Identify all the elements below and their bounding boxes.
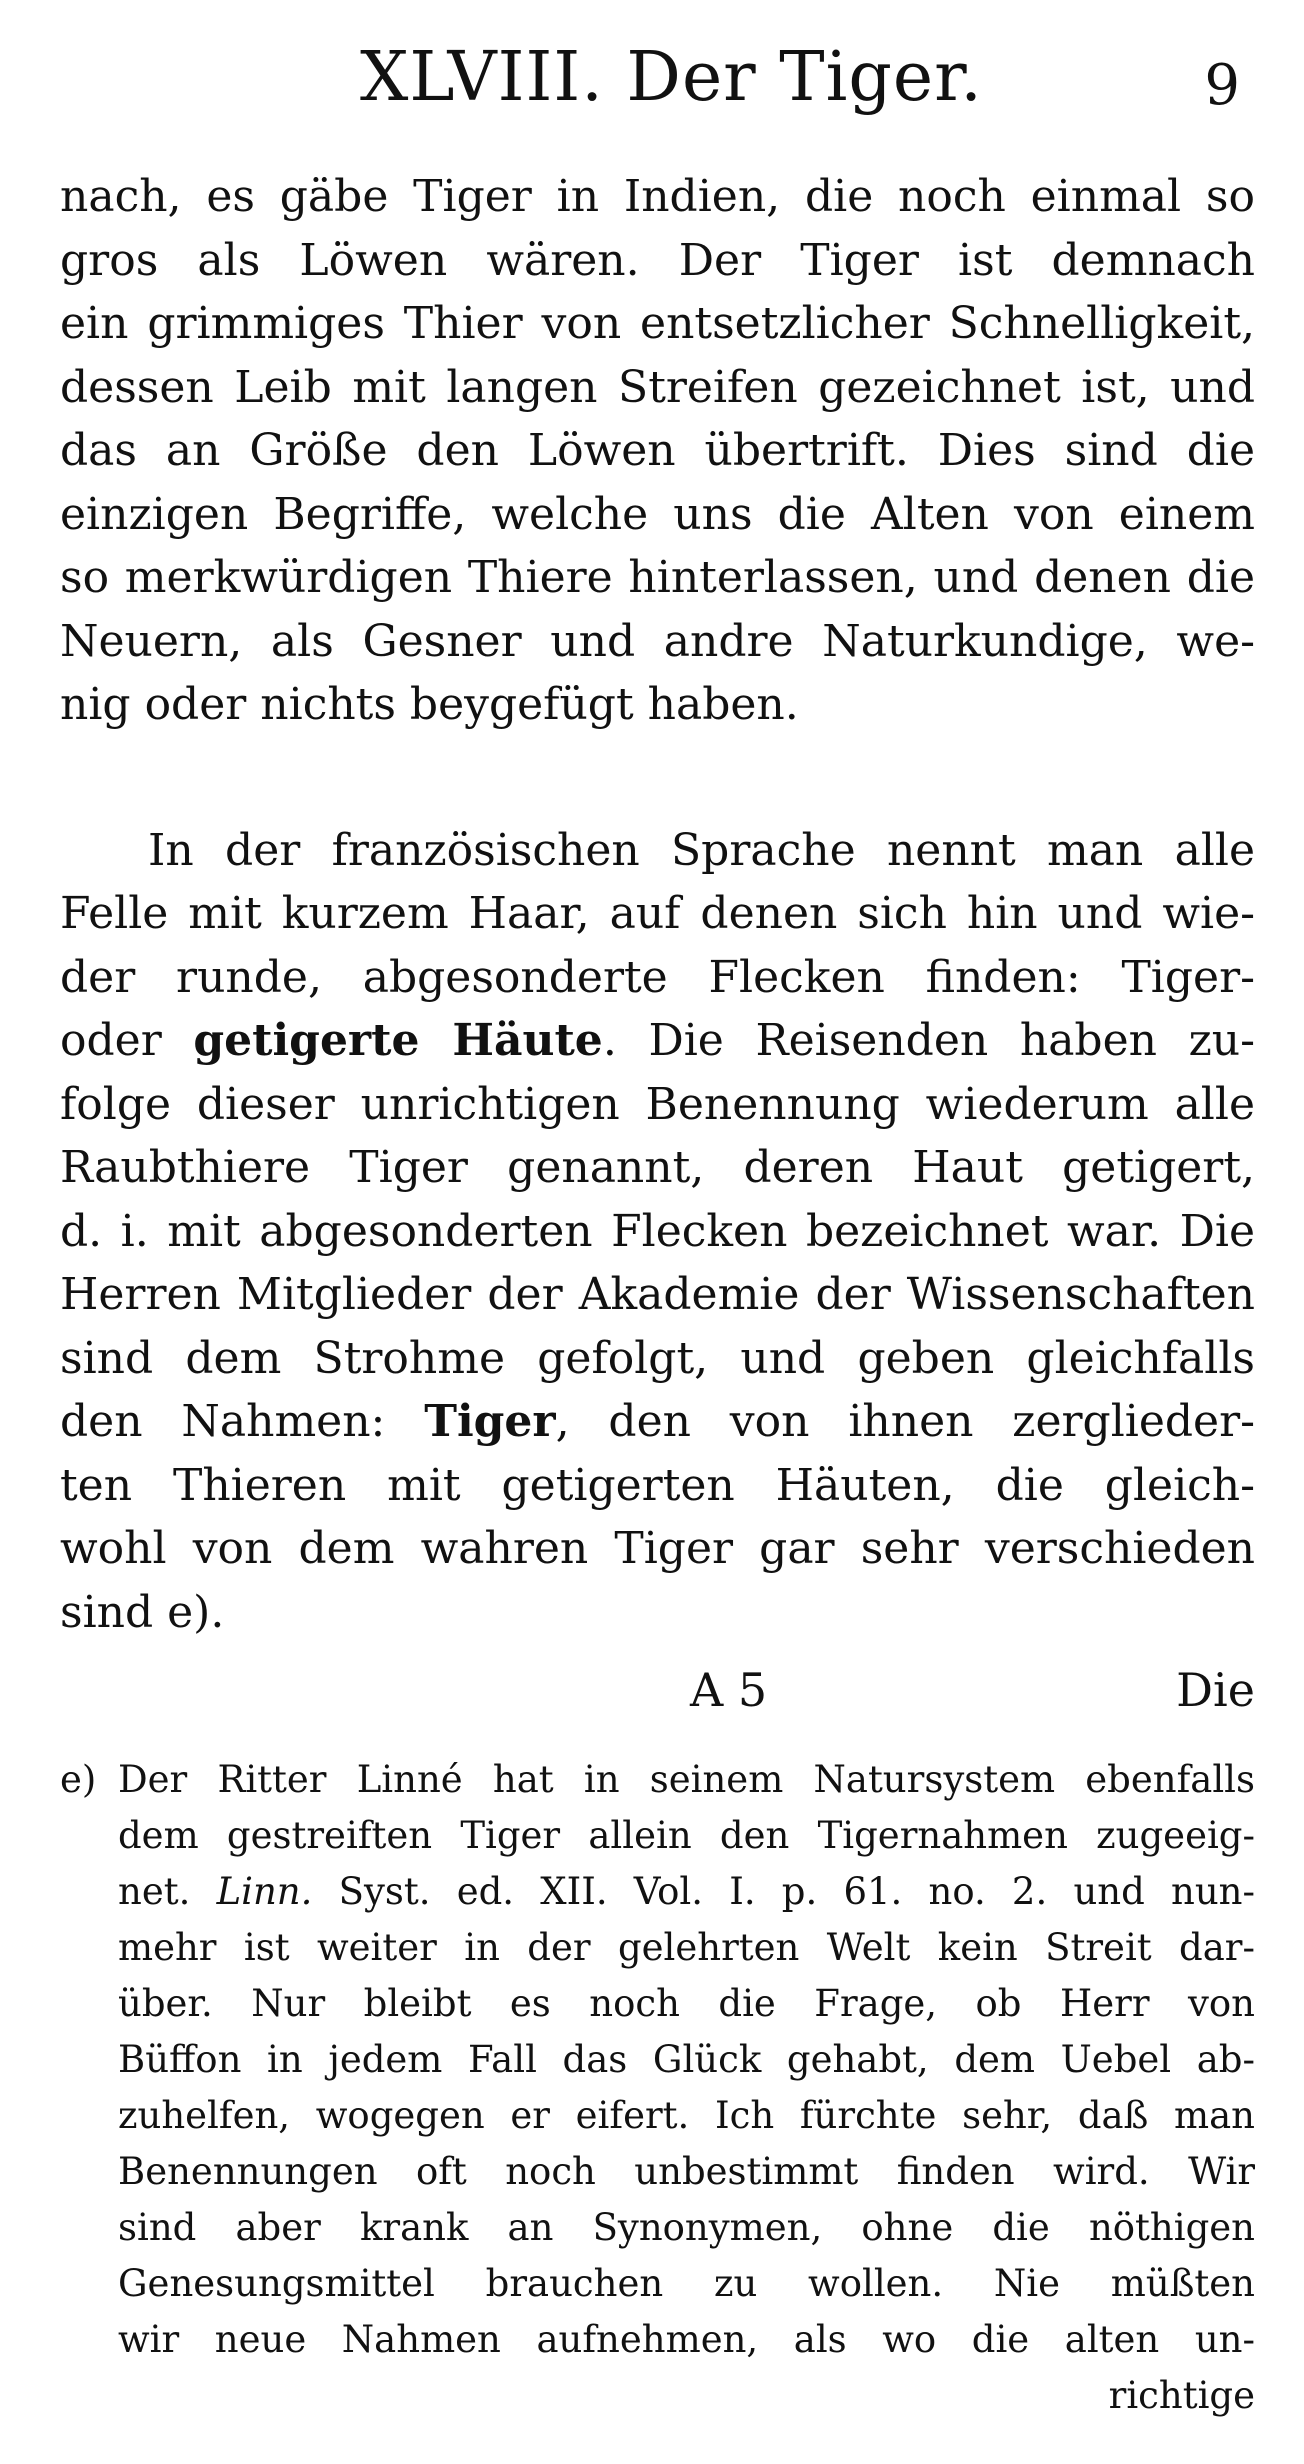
text-line: Herren Mitglieder der Akademie der Wissenschaften bbox=[60, 1269, 1255, 1320]
text-line: ten Thieren mit getigerten Häuten, die gleich- bbox=[60, 1459, 1255, 1511]
text-line: gros als Löwen wären. Der Tiger ist demnach bbox=[60, 234, 1255, 286]
footnote bbox=[60, 1752, 1255, 2424]
text-line: einzigen Begriffe, welche uns die Alten von einem bbox=[60, 488, 1255, 540]
text-line: d. i. mit abgesonderten Flecken bezeichnet war. Die bbox=[60, 1205, 1255, 1257]
catchword: Die bbox=[1176, 1663, 1255, 1717]
text-line: Neuern, als Gesner und andre Naturkundige, we- bbox=[60, 615, 1255, 667]
text-line: Felle mit kurzem Haar, auf denen sich hin und wie- bbox=[60, 888, 1255, 939]
footnote-line: Genesungsmittel brauchen zu wollen. Nie müßten bbox=[118, 2262, 1255, 2305]
footnote-line: sind aber krank an Synonymen, ohne die nöthigen bbox=[118, 2206, 1255, 2249]
emphasized-term: Tiger bbox=[424, 1396, 556, 1447]
text-line: In der französischen Sprache nennt man alle bbox=[148, 824, 1255, 876]
footnote-mark: e) bbox=[60, 1758, 97, 1801]
text-line: so merkwürdigen Thiere hinterlassen, und denen die bbox=[60, 552, 1255, 603]
signature-mark: A 5 bbox=[690, 1663, 768, 1717]
footnote-line: richtige bbox=[1108, 2374, 1255, 2417]
footnote-line bbox=[60, 1752, 1255, 1808]
text-line-with-emphasis bbox=[60, 1009, 1255, 1073]
running-title: XLVIII. Der Tiger. bbox=[360, 38, 983, 117]
body-text bbox=[60, 165, 1255, 1644]
text-line: sind e). bbox=[60, 1586, 225, 1638]
emphasized-term: getigerte Häute bbox=[193, 1015, 603, 1066]
footnote-line: wir neue Nahmen aufnehmen, als wo die alten un- bbox=[118, 2318, 1255, 2361]
footnote-line bbox=[60, 1864, 1255, 1920]
text-fragment: oder bbox=[60, 1015, 194, 1066]
footnote-line: dem gestreiften Tiger allein den Tigernahmen zugeeig- bbox=[118, 1814, 1255, 1857]
catch-line bbox=[60, 1655, 1255, 1725]
text-line: dessen Leib mit langen Streifen gezeichnet ist, und bbox=[60, 361, 1255, 413]
footnote-line: Benennungen oft noch unbestimmt finden wird. Wir bbox=[118, 2150, 1255, 2193]
text-line: das an Größe den Löwen übertrift. Dies sind die bbox=[60, 425, 1255, 476]
text-line-with-emphasis bbox=[60, 1390, 1255, 1454]
footnote-text: net. bbox=[118, 1870, 217, 1913]
text-line: der runde, abgesonderte Flecken finden: Tiger- bbox=[60, 951, 1255, 1003]
page-number: 9 bbox=[1204, 53, 1240, 118]
text-line: wohl von dem wahren Tiger gar sehr verschieden bbox=[60, 1523, 1255, 1574]
footnote-line: zuhelfen, wogegen er eifert. Ich fürchte sehr, daß man bbox=[118, 2094, 1255, 2137]
footnote-line: über. Nur bleibt es noch die Frage, ob Herr von bbox=[118, 1982, 1255, 2025]
latin-reference: Linn. bbox=[216, 1870, 313, 1913]
text-fragment: den Nahmen: bbox=[60, 1396, 425, 1447]
text-line: nach, es gäbe Tiger in Indien, die noch einmal so bbox=[60, 171, 1255, 222]
paragraph-1 bbox=[60, 165, 1255, 737]
paragraph-2 bbox=[60, 819, 1255, 1645]
footnote-line: Büffon in jedem Fall das Glück gehabt, dem Uebel ab- bbox=[118, 2038, 1255, 2081]
text-line: folge dieser unrichtigen Benennung wiederum alle bbox=[60, 1078, 1255, 1130]
running-header bbox=[60, 28, 1250, 128]
text-fragment: . Die Reisenden haben zu- bbox=[602, 1015, 1255, 1066]
text-line: Raubthiere Tiger genannt, deren Haut getigert, bbox=[60, 1142, 1255, 1193]
text-fragment: , den von ihnen zerglieder- bbox=[555, 1396, 1255, 1447]
text-line: sind dem Strohme gefolgt, und geben gleichfalls bbox=[60, 1332, 1255, 1384]
text-line: ein grimmiges Thier von entsetzlicher Schnelligkeit, bbox=[60, 298, 1255, 349]
footnote-text: Syst. ed. XII. Vol. I. p. 61. no. 2. und nun- bbox=[312, 1870, 1255, 1913]
footnote-line: mehr ist weiter in der gelehrten Welt kein Streit dar- bbox=[118, 1926, 1255, 1969]
text-line: nig oder nichts beygefügt haben. bbox=[60, 679, 799, 730]
footnote-text: Der Ritter Linné hat in seinem Natursystem ebenfalls bbox=[118, 1758, 1255, 1801]
